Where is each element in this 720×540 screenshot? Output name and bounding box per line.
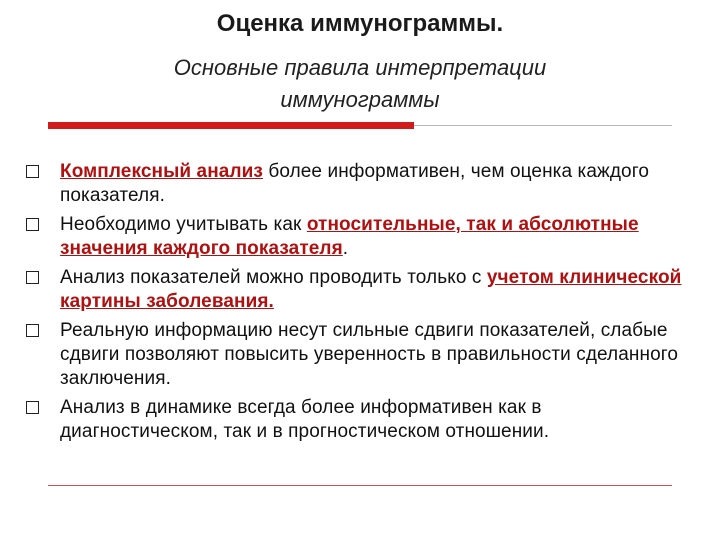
accent-bar bbox=[48, 122, 414, 129]
bullet-item bbox=[24, 396, 694, 444]
square-bullet-icon bbox=[26, 218, 39, 231]
bullet-list bbox=[24, 160, 694, 449]
square-bullet-icon bbox=[26, 165, 39, 178]
bottom-divider-line bbox=[48, 485, 672, 486]
bullet-item bbox=[24, 160, 694, 208]
bullet-text: Реальную информацию несут сильные сдвиги показателей, слабые сдвиги позволяют повысить уверенность в правильности сделанного заключения. bbox=[60, 320, 679, 389]
square-bullet-icon bbox=[26, 324, 39, 337]
bullet-text: Анализ показателей можно проводить только с bbox=[60, 267, 487, 288]
bullet-item bbox=[24, 319, 694, 391]
highlight-text: Комплексный анализ bbox=[60, 161, 263, 182]
slide-subtitle: Основные правила интерпретации иммунограммы bbox=[173, 55, 547, 112]
bullet-text: Анализ в динамике всегда более информативен как в диагностическом, так и в прогностическом отношении. bbox=[60, 397, 550, 442]
square-bullet-icon bbox=[26, 271, 39, 284]
highlight-text: учетом клинической картины заболевания. bbox=[60, 267, 682, 312]
highlight-text: относительные, так и абсолютные значения каждого показателя bbox=[60, 214, 639, 259]
bullet-item bbox=[24, 213, 694, 261]
square-bullet-icon bbox=[26, 401, 39, 414]
bullet-text-end: . bbox=[342, 238, 349, 259]
bullet-text: Необходимо учитывать как bbox=[60, 214, 307, 235]
bullet-text: более информативен, чем оценка каждого показателя. bbox=[60, 161, 649, 206]
bullet-item bbox=[24, 266, 694, 314]
slide-title: Оценка иммунограммы. bbox=[216, 10, 504, 37]
